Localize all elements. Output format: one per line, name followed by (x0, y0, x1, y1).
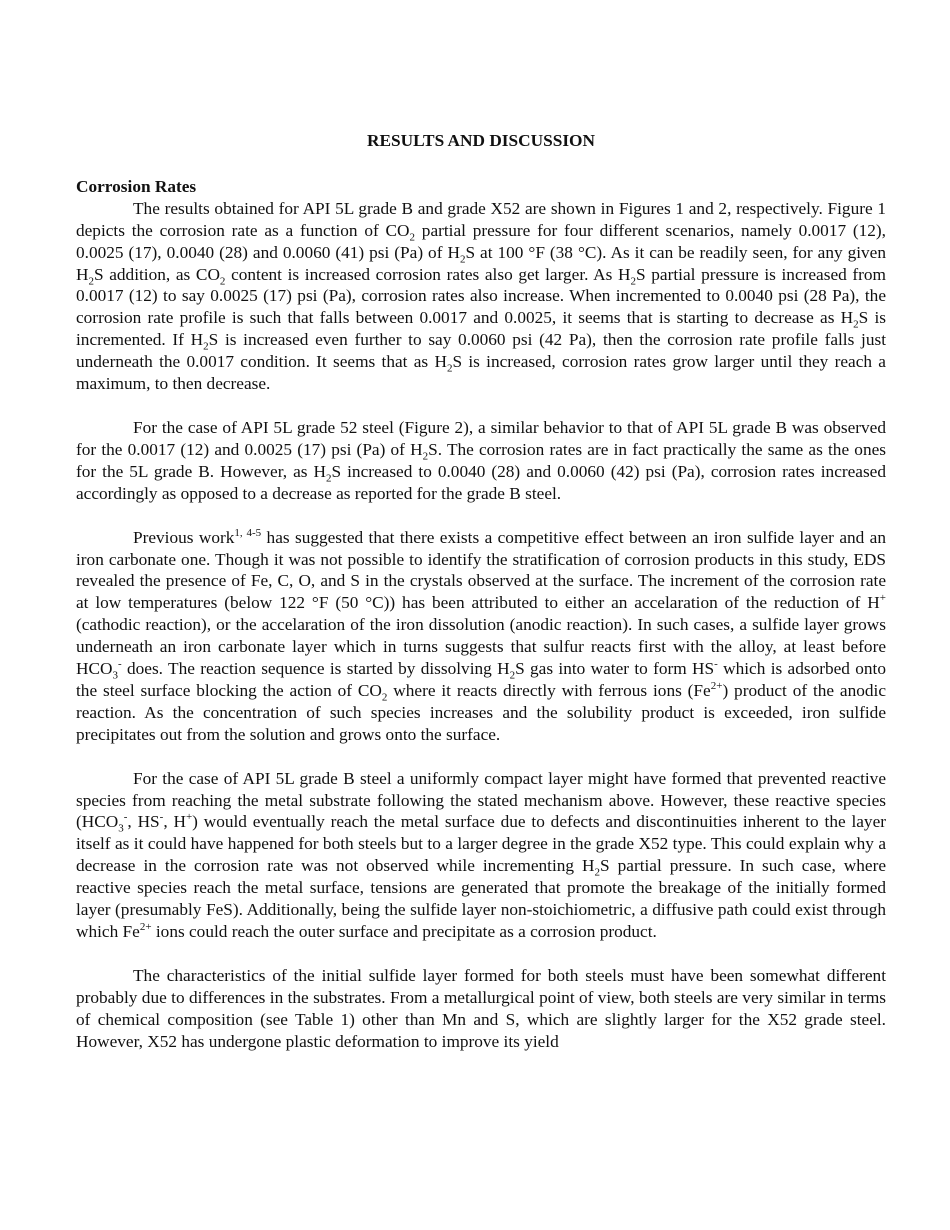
text-run: (cathodic reaction), or the accelaration of the iron dissolution (anodic reaction). In such cases, a sulfide layer grows underneath an iron carbonate layer which in turns suggests that sulfur reacts first with the alloy, at least before HCO (76, 615, 886, 679)
text-run: The results obtained for API 5L grade B and grade X52 are shown in Figures 1 and 2, respectively. Figure 1 depicts the corrosion rate as a function of CO (76, 198, 886, 240)
supscript-text: - (159, 811, 164, 824)
text-run: S at 100 °F (38 °C). As it can be readily seen, for any given H (76, 242, 886, 284)
subscript-text: 2 (88, 274, 94, 287)
subscript-text: 2 (853, 318, 859, 331)
subscript-text: 3 (112, 669, 118, 682)
text-run: which is adsorbed onto the steel surface blocking the action of CO (76, 659, 886, 700)
supscript-text: 2+ (139, 921, 152, 934)
text-run: Previous work (133, 527, 235, 547)
text-run: S partial pressure is increased from 0.0017 (12) to say 0.0025 (17) psi (Pa), corrosion rates also increase. When incremented to 0.0040 psi (28 Pa), the corrosion rate profile is such that falls between 0.0017 and 0.0025, it seems that is starting to decrease as H (76, 264, 886, 328)
subsection-title: Corrosion Rates (76, 176, 197, 196)
paragraphs (76, 198, 886, 1053)
subscript-text: 2 (594, 866, 601, 879)
text-run: partial pressure for four different scenarios, namely 0.0017 (12), 0.0025 (17), 0.0040 (28) and 0.0060 (41) psi (Pa) of H (76, 220, 886, 262)
supscript-text: - (123, 811, 128, 824)
text-run: where it reacts directly with ferrous ions (Fe (387, 680, 711, 700)
supscript-text: - (714, 658, 718, 671)
text-run: content is increased corrosion rates also get larger. As H (225, 264, 631, 284)
subscript-text: 2 (326, 472, 332, 485)
paragraph (76, 417, 886, 505)
supscript-text: + (185, 811, 193, 824)
subscript-text: 2 (630, 274, 637, 287)
subscript-text: 2 (509, 669, 516, 682)
subscript-text: 2 (381, 691, 388, 704)
text-run: ) would eventually reach the metal surface due to defects and discontinuities inherent to the layer itself as it could have happened for both steels but to a larger degree in the grade X52 type. This could explain why a decrease in the corrosion rate was not observed while incrementing H (76, 812, 886, 876)
text-run: S addition, as CO (93, 264, 220, 284)
text-run: , HS (127, 812, 160, 832)
supscript-text: 2+ (710, 680, 723, 693)
subscript-text: 3 (118, 822, 124, 835)
section-heading: RESULTS AND DISCUSSION (367, 131, 595, 150)
subscript-text: 2 (422, 450, 429, 463)
subscript-text: 2 (409, 231, 416, 244)
text-run: S is incremented. If H (76, 308, 886, 350)
paragraph (76, 768, 886, 943)
subscript-text: 2 (203, 340, 209, 353)
text-run: S partial pressure. In such case, where reactive species reach the metal surface, tensions are generated that promote the breakage of the initially formed layer (presumably FeS). Additionally, being the sulfide layer non-stoichiometric, a diffusive path could exist through which Fe (76, 856, 886, 941)
text-run: ions could reach the outer surface and precipitate as a corrosion product. (151, 922, 657, 941)
page-body (76, 130, 886, 1075)
subscript-text: 2 (446, 362, 453, 375)
text-run: , H (163, 812, 186, 832)
text-run: S increased to 0.0040 (28) and 0.0060 (42) psi (Pa), corrosion rates increased accordingly as opposed to a decrease as reported for the grade B steel. (76, 461, 886, 503)
text-run: ) product of the anodic reaction. As the concentration of such species increases and the solubility product is exceeded, iron sulfide precipitates out from the solution and grows onto the surface. (76, 680, 886, 744)
supscript-text: + (879, 592, 886, 605)
paragraph (76, 965, 886, 1053)
subscript-text: 2 (219, 274, 226, 287)
paragraph (76, 527, 886, 746)
text-run: does. The reaction sequence is started by dissolving H (121, 659, 510, 679)
text-run: S is increased even further to say 0.0060 psi (42 Pa), then the corrosion rate profile falls just underneath the 0.0017 condition. It seems that as H (76, 330, 886, 372)
text-run: has suggested that there exists a competitive effect between an iron sulfide layer and an iron carbonate one. Though it was not possible to identify the stratification of corrosion products in this study, EDS revealed the presence of Fe, C, O, and S in the crystals observed at the surface. The increment of the corrosion rate at low temperatures (below 122 °F (50 °C)) has been attributed to either an accelaration of the reduction of H (76, 527, 886, 613)
supscript-text: 1, 4-5 (234, 526, 262, 539)
subscript-text: 2 (459, 253, 466, 266)
supscript-text: - (118, 658, 122, 671)
text-run: For the case of API 5L grade B steel a uniformly compact layer might have formed that prevented reactive species from reaching the metal substrate following the stated mechanism above. However, these reactive species (HCO (76, 768, 886, 832)
text-run: The characteristics of the initial sulfide layer formed for both steels must have been somewhat different probably due to differences in the substrates. From a metallurgical point of view, both steels are very similar in terms of chemical composition (see Table 1) other than Mn and S, which are slightly larger for the X52 grade steel. However, X52 has undergone plastic deformation to improve its yield (76, 965, 886, 1051)
text-run: S is increased, corrosion rates grow larger until they reach a maximum, to then decrease. (76, 352, 886, 394)
paragraph (76, 198, 886, 395)
text-run: S gas into water to form HS (515, 659, 715, 679)
text-run: S. The corrosion rates are in fact practically the same as the ones for the 5L grade B. However, as H (76, 439, 886, 481)
text-run: For the case of API 5L grade 52 steel (Figure 2), a similar behavior to that of API 5L grade B was observed for the 0.0017 (12) and 0.0025 (17) psi (Pa) of H (76, 417, 886, 459)
